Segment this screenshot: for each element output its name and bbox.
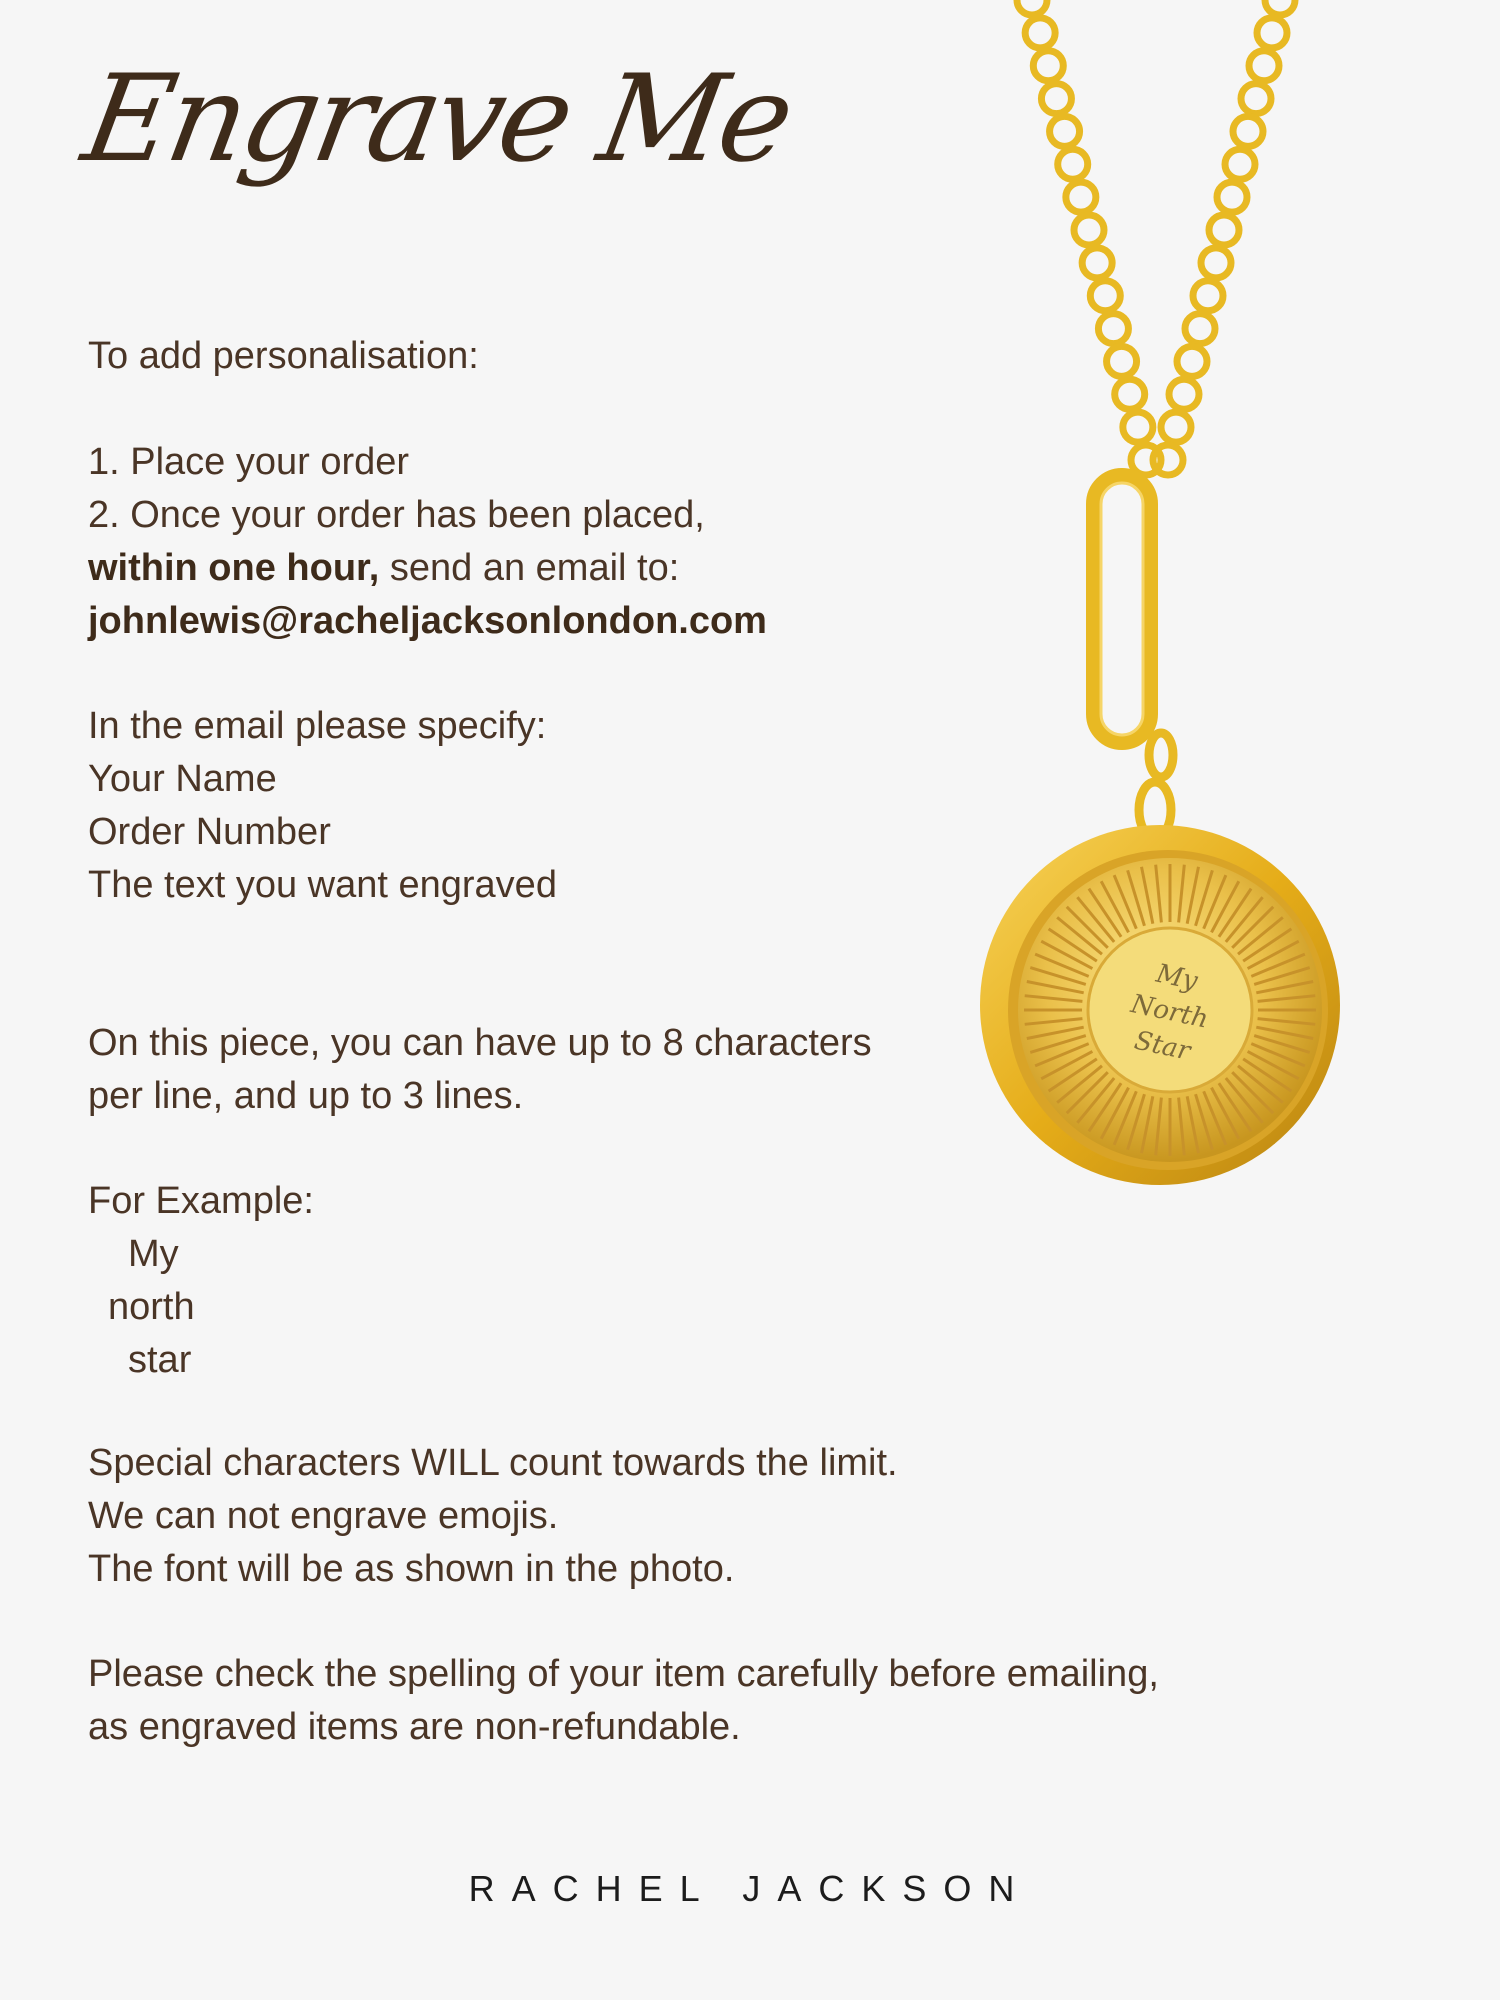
chain-link — [1098, 314, 1128, 344]
chain-link — [1185, 314, 1215, 344]
chain-link — [1233, 116, 1263, 146]
example-line: north — [108, 1286, 195, 1328]
example-line: star — [128, 1339, 192, 1381]
specify-item: Your Name — [88, 758, 277, 800]
chain-link — [1241, 84, 1271, 114]
intro-text: To add personalisation: — [88, 335, 479, 377]
chain-link — [1249, 51, 1279, 81]
chain-link — [1257, 18, 1287, 48]
chain-link — [1090, 281, 1120, 311]
warning-line-2: as engraved items are non-refundable. — [88, 1706, 741, 1748]
chain-link — [1161, 412, 1191, 442]
brand-logo: RACHEL JACKSON — [468, 1868, 1032, 1909]
chain-link — [1017, 0, 1047, 15]
chain-link — [1066, 182, 1096, 212]
example-line: My — [128, 1233, 179, 1275]
contact-email[interactable]: johnlewis@racheljacksonlondon.com — [88, 600, 767, 642]
chain-link — [1050, 116, 1080, 146]
within-one-hour-emphasis: within one hour, — [88, 547, 380, 589]
engraving-line: Star — [1131, 1025, 1193, 1067]
engraving-line: North — [1128, 989, 1211, 1035]
specify-heading: In the email please specify: — [88, 705, 547, 747]
chain-link — [1074, 215, 1104, 245]
chain-link — [1177, 346, 1207, 376]
chain-link — [1107, 346, 1137, 376]
specify-item: Order Number — [88, 811, 331, 853]
step-2: 2. Once your order has been placed, — [88, 494, 705, 536]
chain-link — [1033, 51, 1063, 81]
chain-link — [1058, 149, 1088, 179]
chain-link — [1169, 379, 1199, 409]
example-heading: For Example: — [88, 1180, 314, 1222]
note-special-characters: Special characters WILL count towards the limit. — [88, 1442, 898, 1484]
chain-link — [1265, 0, 1295, 15]
chain-link — [1123, 412, 1153, 442]
specify-item: The text you want engraved — [88, 864, 557, 906]
note-font: The font will be as shown in the photo. — [88, 1548, 735, 1590]
step-2-continued — [88, 542, 679, 594]
pendant-bail — [1149, 733, 1173, 777]
chain-link — [1041, 84, 1071, 114]
note-emojis: We can not engrave emojis. — [88, 1495, 559, 1537]
chain-link — [1201, 248, 1231, 278]
chain-link — [1193, 281, 1223, 311]
chain-left — [1017, 0, 1161, 475]
chain-link — [1217, 182, 1247, 212]
page-title: Engrave Me — [73, 50, 800, 189]
necklace-pendant-image — [940, 0, 1360, 1220]
chain-link — [1025, 18, 1055, 48]
chain-link — [1209, 215, 1239, 245]
engraving-line: My — [1153, 958, 1201, 997]
chain-right — [1153, 0, 1295, 475]
limits-line-2: per line, and up to 3 lines. — [88, 1075, 524, 1117]
step-1: 1. Place your order — [88, 441, 410, 483]
warning-line-1: Please check the spelling of your item carefully before emailing, — [88, 1653, 1159, 1695]
send-email-text: send an email to: — [379, 547, 680, 589]
chain-link — [1225, 149, 1255, 179]
chain-link — [1115, 379, 1145, 409]
chain-link — [1082, 248, 1112, 278]
limits-line-1: On this piece, you can have up to 8 characters — [88, 1022, 872, 1064]
